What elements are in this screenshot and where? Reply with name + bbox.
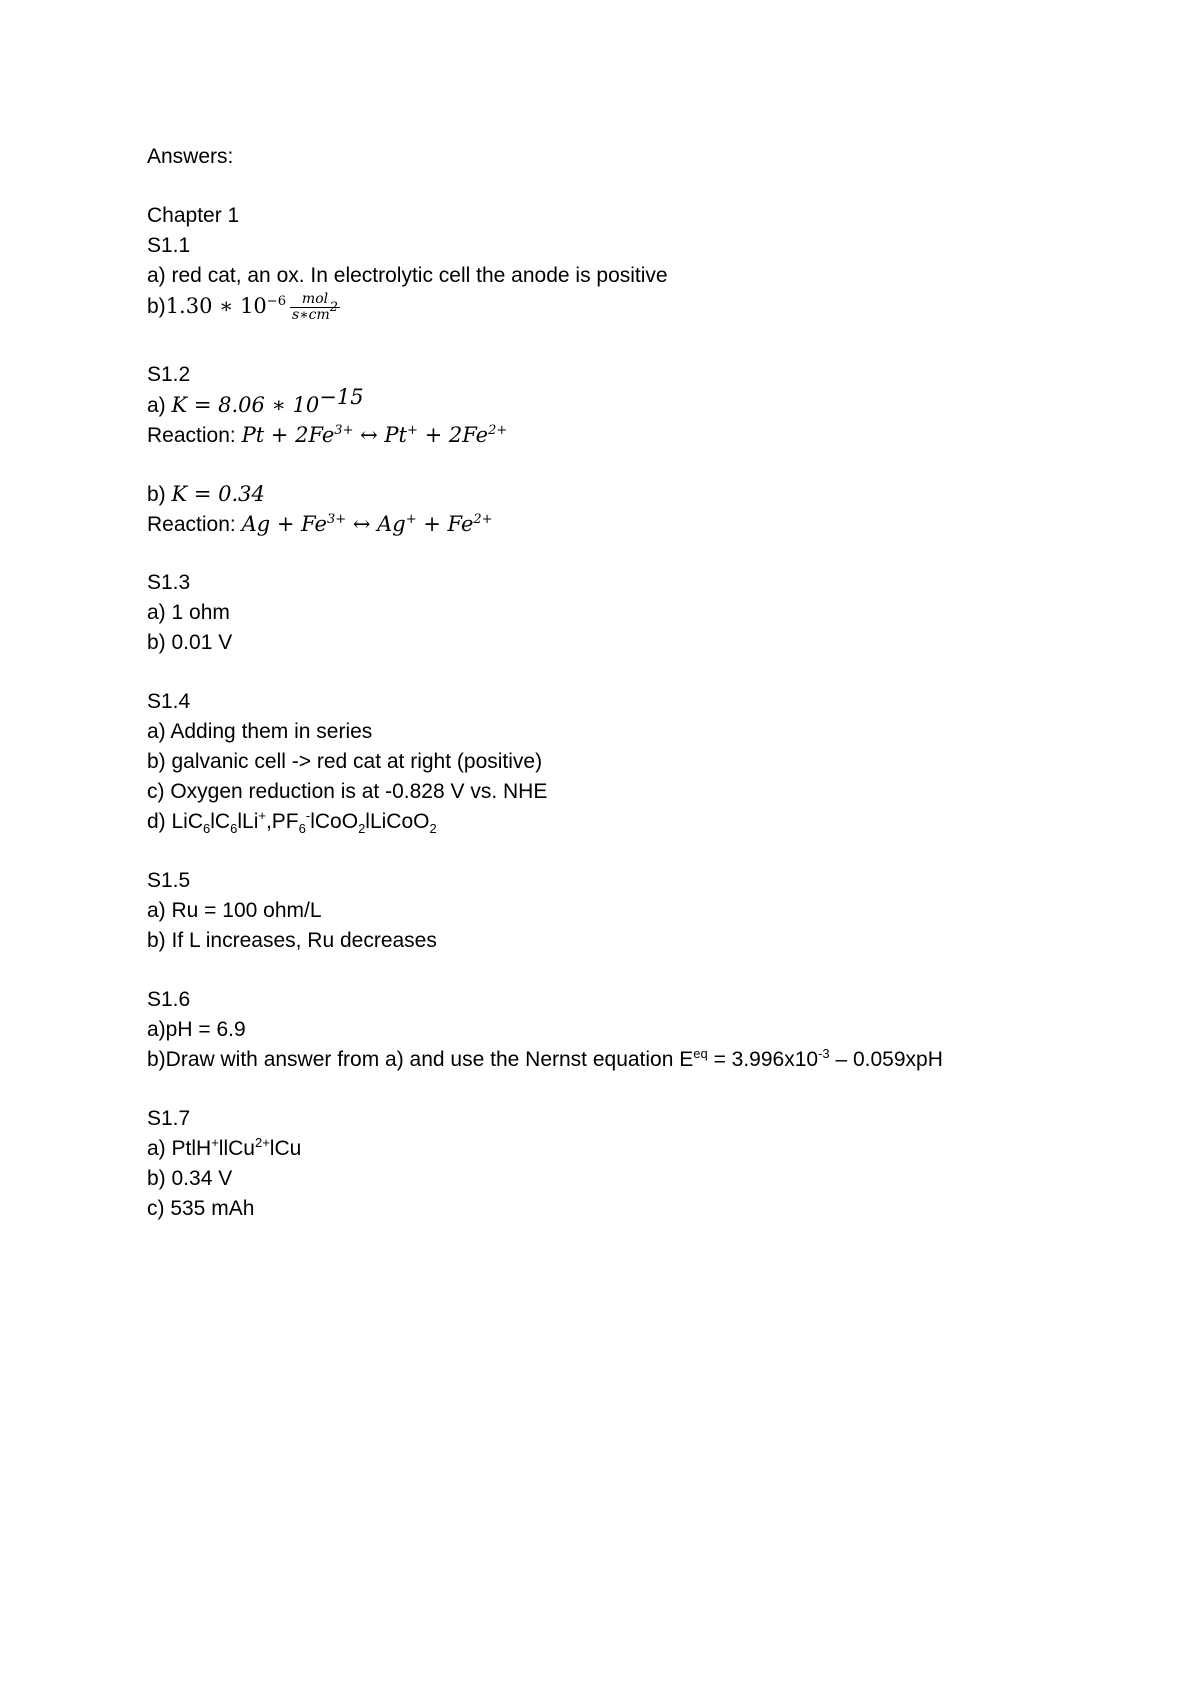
s1-4-d-subscript: 2 [358, 821, 366, 836]
s1-7-a-part: a) PtlH [147, 1137, 212, 1160]
spacer [147, 658, 1107, 687]
s1-2-b-reaction-charge: 2+ [473, 512, 493, 527]
s1-7-a-part: lCu [269, 1137, 302, 1160]
section-title-s1-5: S1.5 [147, 869, 191, 892]
s1-4-d-superscript: - [305, 808, 311, 823]
spacer [147, 172, 1107, 201]
s1-6-answer-b [147, 1045, 1107, 1075]
s1-2-a-reaction-charge: 3+ [334, 423, 354, 438]
s1-2-b-reaction-part: + Fe [416, 512, 474, 536]
s1-7-a-part: llCu [218, 1137, 255, 1160]
s1-1-b-numerator: mol [290, 292, 340, 308]
s1-2-a-reaction-charge: + [406, 423, 418, 438]
s1-4-answer-d [147, 807, 1107, 837]
section-title-s1-4: S1.4 [147, 690, 191, 713]
s1-5-answer-b: b) If L increases, Ru decreases [147, 929, 437, 952]
s1-6-b-part: = 3.996x10 [707, 1048, 819, 1071]
s1-1-b-den-exponent: 2 [329, 299, 339, 315]
s1-2-b-equation: K = 0.34 [171, 482, 265, 506]
s1-6-b-part: b)Draw with answer from a) and use the Nernst equation E [147, 1048, 694, 1071]
s1-7-a-superscript: 2+ [254, 1135, 270, 1150]
s1-4-d-part: d) LiC [147, 810, 204, 833]
s1-4-d-part: lCoO [310, 810, 359, 833]
s1-2-b-reaction-part: Ag + Fe [241, 512, 327, 536]
s1-2-answer-a [147, 385, 1107, 420]
s1-6-b-superscript: -3 [818, 1046, 830, 1061]
s1-1-b-unit-fraction [290, 292, 340, 323]
section-title-s1-1: S1.1 [147, 234, 191, 257]
s1-2-b-reaction [147, 509, 1107, 539]
s1-7-answer-c: c) 535 mAh [147, 1197, 255, 1220]
s1-4-d-part: lC [210, 810, 231, 833]
s1-1-b-value: 1.30 ∗ 10 [165, 294, 267, 318]
s1-4-answer-c: c) Oxygen reduction is at -0.828 V vs. NHE [147, 780, 548, 803]
s1-1-b-prefix: b) [147, 295, 166, 318]
s1-2-b-reaction-charge: 3+ [326, 512, 347, 527]
document-header: Answers: [147, 145, 234, 168]
s1-2-b-reaction-part: ↔ Ag [346, 512, 406, 536]
s1-4-d-subscript: 6 [298, 821, 306, 836]
s1-2-a-exponent: −15 [319, 385, 364, 409]
spacer [147, 539, 1107, 568]
s1-4-d-part: ,PF [265, 810, 299, 833]
s1-4-d-subscript: 6 [203, 821, 211, 836]
s1-6-b-superscript: eq [693, 1046, 708, 1061]
s1-4-d-part: lLi [237, 810, 259, 833]
s1-1-b-denominator: s∗cm [291, 306, 330, 323]
s1-7-answer-a [147, 1134, 1107, 1164]
s1-5-answer-a: a) Ru = 100 ohm/L [147, 899, 322, 922]
s1-2-a-prefix: a) [147, 394, 172, 417]
s1-4-d-subscript: 2 [429, 821, 437, 836]
s1-2-a-reaction-part: ↔ Pt [353, 423, 407, 447]
s1-1-b-exponent: −6 [266, 294, 286, 309]
s1-4-d-subscript: 6 [230, 821, 238, 836]
s1-6-answer-a: a)pH = 6.9 [147, 1018, 246, 1041]
spacer [147, 331, 1107, 360]
s1-2-answer-b [147, 479, 1107, 509]
s1-4-answer-b: b) galvanic cell -> red cat at right (positive) [147, 750, 543, 773]
s1-2-a-equation: K = 8.06 ∗ 10 [171, 393, 320, 417]
s1-2-a-reaction-part: Pt + 2Fe [241, 423, 335, 447]
s1-4-d-part: lLiCoO [365, 810, 430, 833]
s1-4-d-superscript: + [258, 808, 266, 823]
chapter-title: Chapter 1 [147, 204, 240, 227]
section-title-s1-6: S1.6 [147, 988, 191, 1011]
s1-2-a-reaction-part: + 2Fe [417, 423, 489, 447]
s1-2-b-prefix: b) [147, 483, 172, 506]
s1-6-b-part: – 0.059xpH [829, 1048, 943, 1071]
section-title-s1-3: S1.3 [147, 571, 191, 594]
s1-7-a-superscript: + [211, 1135, 219, 1150]
spacer [147, 1075, 1107, 1104]
s1-3-answer-b: b) 0.01 V [147, 631, 233, 654]
s1-2-b-reaction-label: Reaction: [147, 513, 242, 536]
spacer [147, 837, 1107, 866]
s1-2-a-reaction [147, 420, 1107, 450]
spacer [147, 956, 1107, 985]
s1-2-a-reaction-charge: 2+ [488, 423, 508, 438]
s1-1-answer-a: a) red cat, an ox. In electrolytic cell the anode is positive [147, 264, 668, 287]
section-title-s1-2: S1.2 [147, 363, 191, 386]
s1-3-answer-a: a) 1 ohm [147, 601, 230, 624]
s1-2-a-reaction-label: Reaction: [147, 424, 242, 447]
s1-1-answer-b [147, 291, 1107, 331]
section-title-s1-7: S1.7 [147, 1107, 191, 1130]
s1-7-answer-b: b) 0.34 V [147, 1167, 233, 1190]
s1-2-b-reaction-charge: + [405, 512, 417, 527]
s1-4-answer-a: a) Adding them in series [147, 720, 373, 743]
spacer [147, 450, 1107, 479]
answers-document [147, 142, 1107, 1224]
